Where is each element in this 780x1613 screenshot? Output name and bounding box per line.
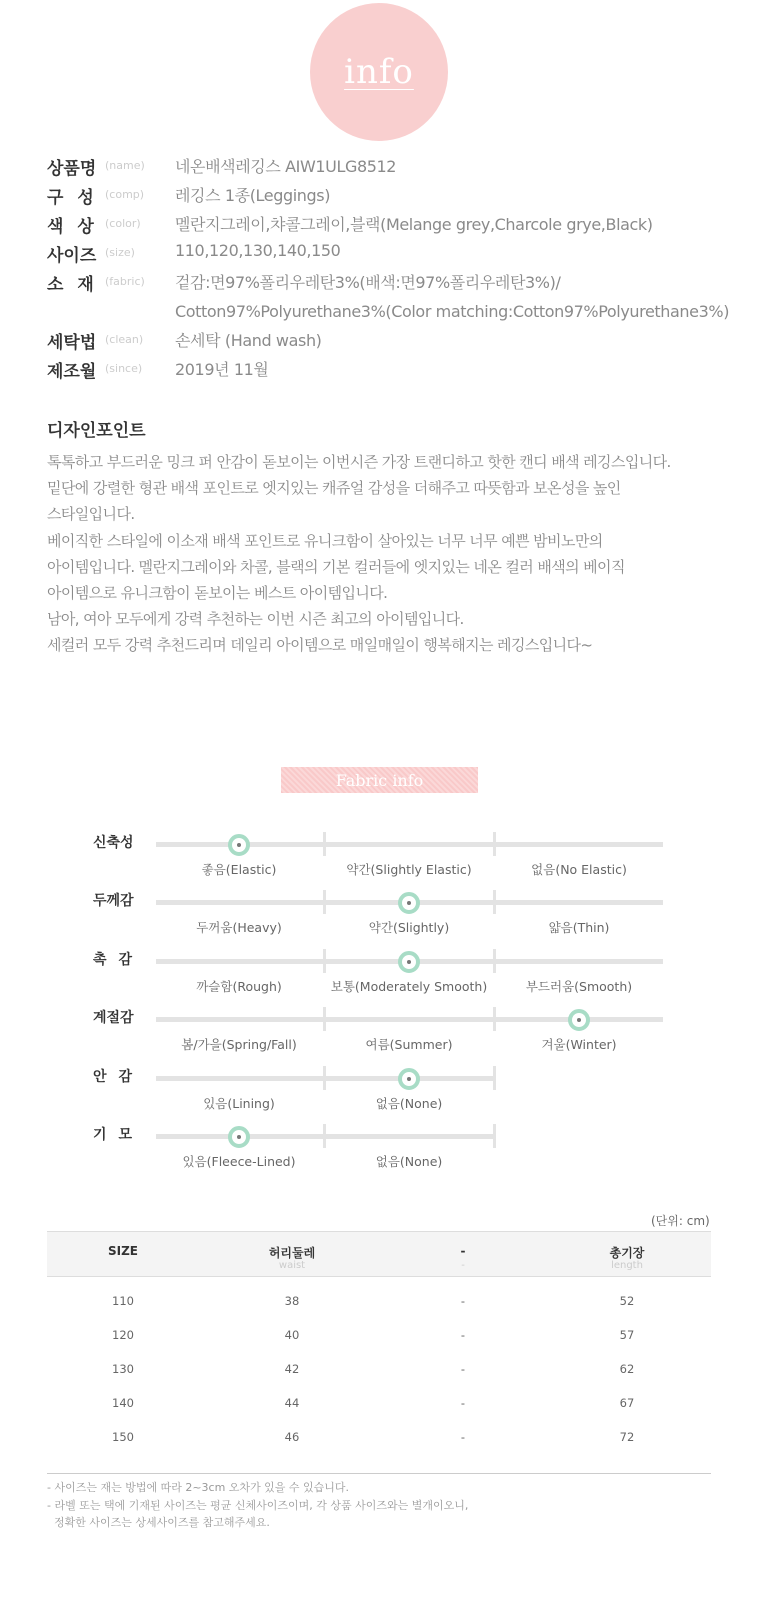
- table-cell: -: [460, 1396, 466, 1410]
- header-length: 총기장: [609, 1246, 645, 1260]
- header-waist-en: waist: [278, 1260, 306, 1271]
- fabric-meter-tick: [493, 1066, 496, 1090]
- fabric-meter-option: 없음(None): [375, 1096, 443, 1111]
- fabric-info-banner: [281, 767, 478, 793]
- table-cell: 140: [112, 1396, 134, 1410]
- design-point-line: 스타일입니다.: [47, 505, 135, 524]
- table-cell: 44: [284, 1396, 300, 1410]
- fabric-meter-label: 신축성: [93, 835, 134, 851]
- fabric-meter-track: [156, 1076, 496, 1081]
- fabric-meter-tick: [323, 949, 326, 973]
- fabric-meter-option: 없음(None): [375, 1154, 443, 1169]
- table-cell: 57: [619, 1328, 635, 1342]
- fabric-meter-option: 여름(Summer): [365, 1037, 453, 1052]
- header-blank-en: -: [461, 1260, 465, 1271]
- info-label: 소재: [47, 275, 108, 295]
- design-point-line: 아이템입니다. 멜란지그레이와 차콜, 블랙의 기본 컬러들에 엣지있는 네온 컬러 배색의 베이직: [47, 557, 625, 576]
- info-label-en: (clean): [105, 333, 144, 346]
- table-cell: -: [460, 1362, 466, 1376]
- fabric-meter-indicator-icon: [568, 1009, 590, 1031]
- info-row-clean: [47, 328, 747, 357]
- info-badge-text: info: [344, 52, 414, 92]
- design-point-line: 세컬러 모두 강력 추천드리며 데일리 아이템으로 매일매일이 행복해지는 레깅스입니다~: [47, 636, 593, 655]
- table-cell: 46: [284, 1430, 300, 1444]
- fabric-meter-label: 계절감: [93, 1010, 134, 1026]
- fabric-meter-indicator-icon: [398, 892, 420, 914]
- info-label-en: (size): [105, 246, 135, 259]
- fabric-meter-option: 까슬함(Rough): [196, 979, 282, 994]
- table-divider: [47, 1473, 711, 1474]
- fabric-meter-option: 있음(Fleece-Lined): [182, 1154, 296, 1169]
- table-cell: -: [460, 1328, 466, 1342]
- fabric-meter: [93, 949, 693, 999]
- size-notes: [47, 1479, 468, 1532]
- fabric-meter-tick: [493, 890, 496, 914]
- fabric-meter-option: 겨울(Winter): [541, 1037, 617, 1052]
- info-value-line2: Cotton97%Polyurethane3%(Color matching:Cotton97%Polyurethane3%): [175, 302, 730, 321]
- size-table: [47, 1231, 711, 1452]
- fabric-meter-indicator-icon: [398, 951, 420, 973]
- table-cell: -: [460, 1430, 466, 1444]
- info-label-en: (color): [105, 217, 141, 230]
- info-row-color: [47, 212, 747, 241]
- info-label: 구성: [47, 188, 108, 208]
- table-cell: 52: [619, 1294, 635, 1308]
- fabric-meter-tick: [493, 1124, 496, 1148]
- fabric-meter-tick: [323, 832, 326, 856]
- info-label-en: (fabric): [105, 275, 145, 288]
- fabric-meter-option: 없음(No Elastic): [531, 862, 627, 877]
- info-value: 멜란지그레이,챠콜그레이,블랙(Melange grey,Charcole grye,Black): [175, 215, 653, 234]
- info-value: 네온배색레깅스 AIW1ULG8512: [175, 157, 397, 176]
- info-row-size: [47, 241, 747, 270]
- table-cell: 110: [112, 1294, 134, 1308]
- fabric-meter-tick: [493, 949, 496, 973]
- info-value: 레깅스 1종(Leggings): [175, 186, 331, 205]
- fabric-meter-option: 얇음(Thin): [548, 920, 610, 935]
- fabric-meter: [93, 832, 693, 882]
- fabric-meter-indicator-icon: [228, 834, 250, 856]
- table-cell: 42: [284, 1362, 300, 1376]
- fabric-meter: [93, 1124, 693, 1174]
- table-cell: 130: [112, 1362, 134, 1376]
- design-point-section: [47, 416, 747, 659]
- fabric-meter-indicator-icon: [228, 1126, 250, 1148]
- size-note: - 라벨 또는 택에 기재된 사이즈는 평균 신체사이즈이며, 각 상품 사이즈와는 별개이오니,: [47, 1498, 469, 1512]
- design-point-title: 디자인포인트: [47, 421, 146, 441]
- table-row: [47, 1418, 711, 1452]
- fabric-meter-option: 봄/가을(Spring/Fall): [181, 1037, 297, 1052]
- design-point-line: 톡톡하고 부드러운 밍크 퍼 안감이 돋보이는 이번시즌 가장 트랜디하고 핫한 캔디 배색 레깅스입니다.: [47, 453, 671, 471]
- design-point-line: 남아, 여아 모두에게 강력 추천하는 이번 시즌 최고의 아이템입니다.: [47, 610, 464, 629]
- info-row-comp: [47, 183, 747, 212]
- size-table-body: [47, 1277, 711, 1452]
- fabric-meter: [93, 1007, 693, 1057]
- fabric-meter-label: 안감: [93, 1069, 145, 1085]
- table-cell: 62: [619, 1362, 635, 1376]
- table-cell: 72: [619, 1430, 635, 1444]
- info-label: 제조월: [47, 362, 97, 382]
- fabric-meter-tick: [493, 832, 496, 856]
- size-note: 정확한 사이즈는 상세사이즈를 참고해주세요.: [47, 1516, 270, 1529]
- table-row: [47, 1350, 711, 1384]
- info-value: 손세탁 (Hand wash): [175, 331, 322, 350]
- fabric-meter-option: 좋음(Elastic): [201, 862, 277, 877]
- header-blank: -: [460, 1244, 466, 1258]
- info-row-name: [47, 154, 747, 183]
- table-cell: 38: [284, 1294, 300, 1308]
- info-value-line1: 겉감:면97%폴리우레탄3%(배색:면97%폴리우레탄3%)/: [175, 273, 561, 292]
- design-point-line: 아이템으로 유니크함이 돋보이는 베스트 아이템입니다.: [47, 584, 388, 603]
- info-label-en: (name): [105, 159, 145, 172]
- info-label-en: (since): [105, 362, 143, 375]
- table-cell: 67: [619, 1396, 635, 1410]
- table-cell: 120: [112, 1328, 134, 1342]
- table-row: [47, 1384, 711, 1418]
- table-cell: 40: [284, 1328, 300, 1342]
- header-length-en: length: [611, 1260, 643, 1271]
- fabric-meter-indicator-icon: [398, 1068, 420, 1090]
- product-info-list: [47, 154, 747, 386]
- fabric-meter-option: 보통(Moderately Smooth): [330, 979, 488, 994]
- info-label: 세탁법: [47, 333, 97, 353]
- info-value: 2019년 11월: [175, 360, 269, 379]
- fabric-meter-option: 부드러움(Smooth): [525, 979, 633, 994]
- info-row-fabric: [47, 270, 747, 328]
- info-badge: [310, 3, 448, 141]
- fabric-meter-option: 약간(Slightly Elastic): [346, 862, 472, 877]
- header-size: SIZE: [107, 1244, 139, 1258]
- fabric-meter-tick: [493, 1007, 496, 1031]
- info-label: 색상: [47, 217, 108, 237]
- fabric-meter-tick: [323, 1124, 326, 1148]
- size-unit-label: (단위: cm): [651, 1214, 710, 1228]
- fabric-meter: [93, 1066, 693, 1116]
- fabric-meter-option: 있음(Lining): [203, 1096, 275, 1111]
- info-value: 110,120,130,140,150: [175, 241, 341, 260]
- info-value: [175, 270, 729, 321]
- table-cell: -: [460, 1294, 466, 1308]
- fabric-info-title: Fabric info: [335, 770, 424, 790]
- fabric-meter-track: [156, 1134, 496, 1139]
- design-point-line: 밑단에 강렬한 형관 배색 포인트로 엣지있는 캐쥬얼 감성을 더해주고 따뜻함과 보온성을 높인: [47, 479, 621, 498]
- header-waist: 허리둘레: [268, 1246, 316, 1260]
- fabric-meter-label: 두께감: [93, 893, 134, 909]
- table-cell: 150: [112, 1430, 134, 1444]
- fabric-meter-tick: [323, 1066, 326, 1090]
- info-row-since: [47, 357, 747, 386]
- fabric-meter-option: 두꺼움(Heavy): [196, 920, 282, 935]
- info-label-en: (comp): [105, 188, 145, 201]
- fabric-meter-label: 촉감: [93, 952, 145, 968]
- size-note: - 사이즈는 재는 방법에 따라 2~3cm 오차가 있을 수 있습니다.: [47, 1481, 350, 1494]
- fabric-meter-tick: [323, 1007, 326, 1031]
- fabric-meter-tick: [323, 890, 326, 914]
- fabric-meter-option: 약간(Slightly): [368, 920, 450, 935]
- table-row: [47, 1316, 711, 1350]
- design-point-line: 베이직한 스타일에 이소재 배색 포인트로 유니크함이 살아있는 너무 너무 예쁜 밤비노만의: [47, 531, 603, 550]
- info-label: 사이즈: [47, 246, 97, 266]
- fabric-meter-label: 기모: [93, 1127, 145, 1143]
- size-table-header: [47, 1231, 711, 1277]
- fabric-meter: [93, 890, 693, 940]
- table-row: [47, 1282, 711, 1316]
- info-label: 상품명: [47, 159, 97, 179]
